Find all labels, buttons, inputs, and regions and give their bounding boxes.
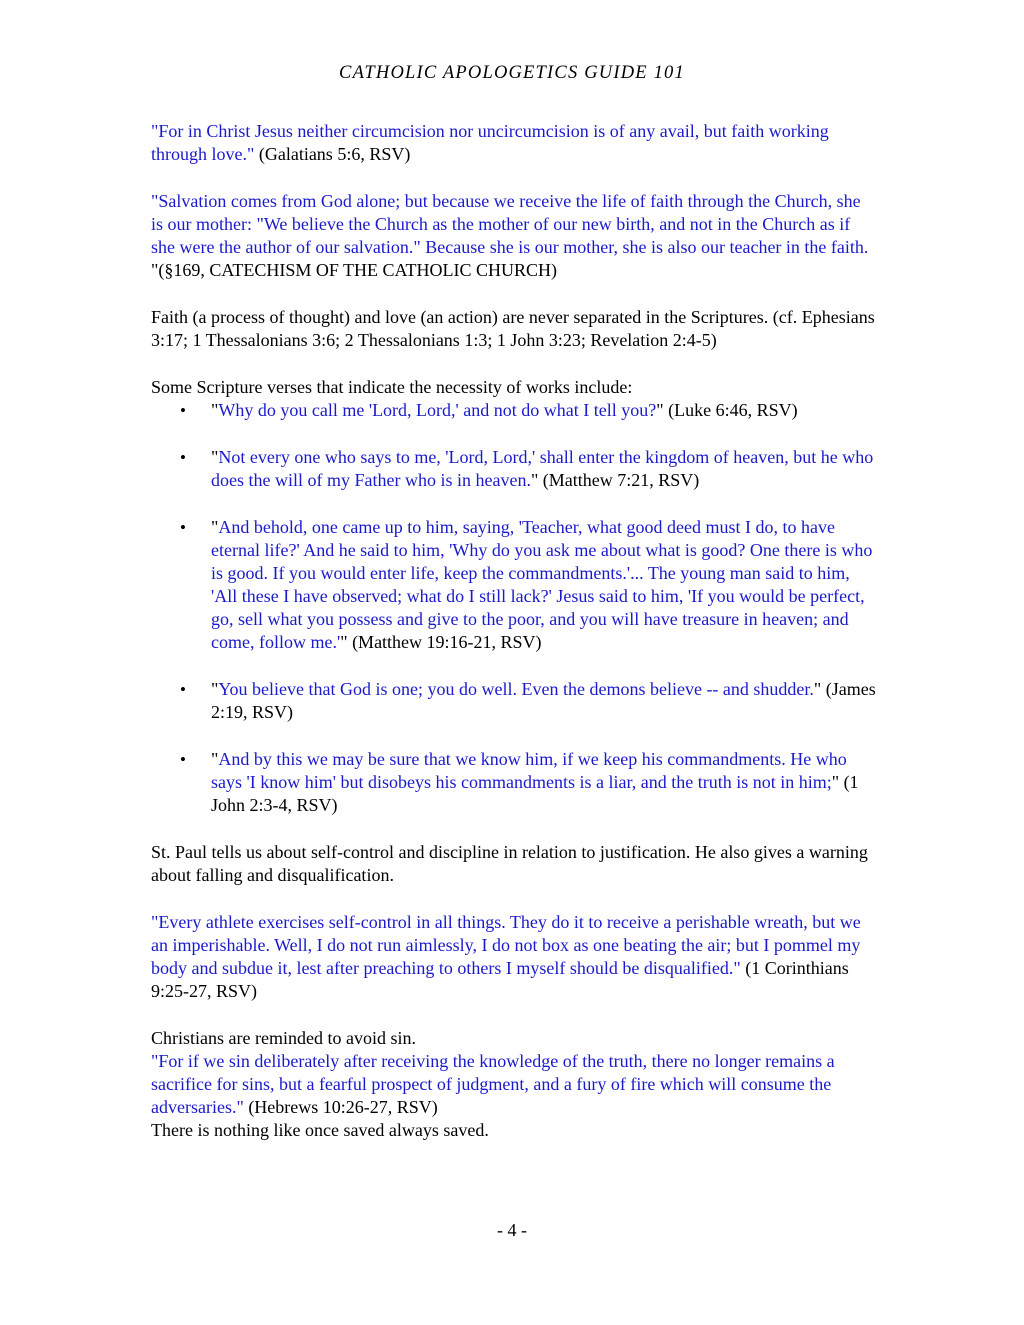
page-header: CATHOLIC APOLOGETICS GUIDE 101 bbox=[339, 63, 685, 83]
verse-open-quote: " bbox=[211, 447, 219, 467]
galatians-citation: (Galatians 5:6, RSV) bbox=[254, 144, 411, 164]
hebrews-citation: (Hebrews 10:26-27, RSV) bbox=[243, 1097, 438, 1117]
verse-open-quote: " bbox=[211, 400, 219, 420]
corinthians-quote: "Every athlete exercises self-control in all things. They do it to receive a perishable wreath, but we an imperishable. Well, I do not run aimlessly, I do not box as one beating the air; but I pommel my body and subdue it, lest after preaching to others I myself should be disqualified." bbox=[151, 912, 861, 978]
page-body bbox=[151, 120, 876, 1142]
catechism-citation: "(§169, CATECHISM OF THE CATHOLIC CHURCH) bbox=[151, 260, 558, 280]
list-item bbox=[151, 678, 876, 724]
verse-citation: " (Matthew 7:21, RSV) bbox=[530, 470, 700, 490]
verse-citation: " (James 2:19, RSV) bbox=[211, 679, 876, 722]
catechism-paragraph bbox=[151, 190, 876, 282]
works-verse-list bbox=[151, 399, 876, 817]
bullet-icon: • bbox=[180, 401, 186, 420]
hebrews-paragraph bbox=[151, 1050, 876, 1119]
verse-quote: And behold, one came up to him, saying, 'Teacher, what good deed must I do, to have eternal life?' And he said to him, 'Why do you ask me about what is good? One there is who is good. If you would enter life, keep the commandments.'... The young man said to him, 'All these I have observed; what do I still lack?' Jesus said to him, 'If you would be perfect, go, sell what you possess and give to the poor, and you will have treasure in heaven; and come, follow me.' bbox=[211, 517, 873, 652]
verse-open-quote: " bbox=[211, 679, 219, 699]
st-paul-paragraph: St. Paul tells us about self-control and discipline in relation to justification. He also gives a warning about falling and disqualification. bbox=[151, 842, 868, 885]
verse-open-quote: " bbox=[211, 749, 219, 769]
galatians-paragraph bbox=[151, 120, 876, 166]
verse-quote: You believe that God is one; you do well. Even the demons believe -- and shudder. bbox=[218, 679, 814, 699]
verse-open-quote: " bbox=[211, 517, 219, 537]
page-number: - 4 - bbox=[497, 1220, 527, 1240]
verse-citation: " (1 John 2:3-4, RSV) bbox=[211, 772, 859, 815]
bullet-icon: • bbox=[180, 518, 186, 537]
avoid-sin-line: Christians are reminded to avoid sin. bbox=[151, 1028, 416, 1048]
verse-quote: Why do you call me 'Lord, Lord,' and not do what I tell you? bbox=[218, 400, 657, 420]
list-item bbox=[151, 399, 876, 422]
verse-quote: And by this we may be sure that we know him, if we keep his commandments. He who says 'I know him' but disobeys his commandments is a liar, and the truth is not in him; bbox=[211, 749, 847, 792]
works-intro-paragraph: Some Scripture verses that indicate the necessity of works include: bbox=[151, 377, 633, 397]
verse-quote: Not every one who says to me, 'Lord, Lord,' shall enter the kingdom of heaven, but he who does the will of my Father who is in heaven. bbox=[211, 447, 874, 490]
once-saved-line: There is nothing like once saved always saved. bbox=[151, 1120, 489, 1140]
verse-citation: " (Luke 6:46, RSV) bbox=[656, 400, 798, 420]
faith-love-paragraph: Faith (a process of thought) and love (an action) are never separated in the Scriptures. (cf. Ephesians 3:17; 1 Thessalonians 3:6; 2 Thessalonians 1:3; 1 John 3:23; Revelation 2:4-5) bbox=[151, 307, 875, 350]
list-item bbox=[151, 446, 876, 492]
hebrews-quote: "For if we sin deliberately after receiving the knowledge of the truth, there no longer remains a sacrifice for sins, but a fearful prospect of judgment, and a fury of fire which will consume the adversaries." bbox=[151, 1051, 835, 1117]
bullet-icon: • bbox=[180, 448, 186, 467]
hebrews-block bbox=[151, 1027, 876, 1142]
verse-citation: " (Matthew 19:16-21, RSV) bbox=[340, 632, 542, 652]
bullet-icon: • bbox=[180, 680, 186, 699]
list-item bbox=[151, 748, 876, 817]
catechism-quote: "Salvation comes from God alone; but because we receive the life of faith through the Church, she is our mother: "We believe the Church as the mother of our new birth, and not in the Church as if she were the author of our salvation." Because she is our mother, she is also our teacher in the faith. bbox=[151, 191, 869, 257]
corinthians-citation: (1 Corinthians 9:25-27, RSV) bbox=[151, 958, 849, 1001]
galatians-quote: "For in Christ Jesus neither circumcision nor uncircumcision is of any avail, but faith working through love." bbox=[151, 121, 829, 164]
corinthians-paragraph bbox=[151, 911, 876, 1003]
bullet-icon: • bbox=[180, 750, 186, 769]
list-item bbox=[151, 516, 876, 654]
